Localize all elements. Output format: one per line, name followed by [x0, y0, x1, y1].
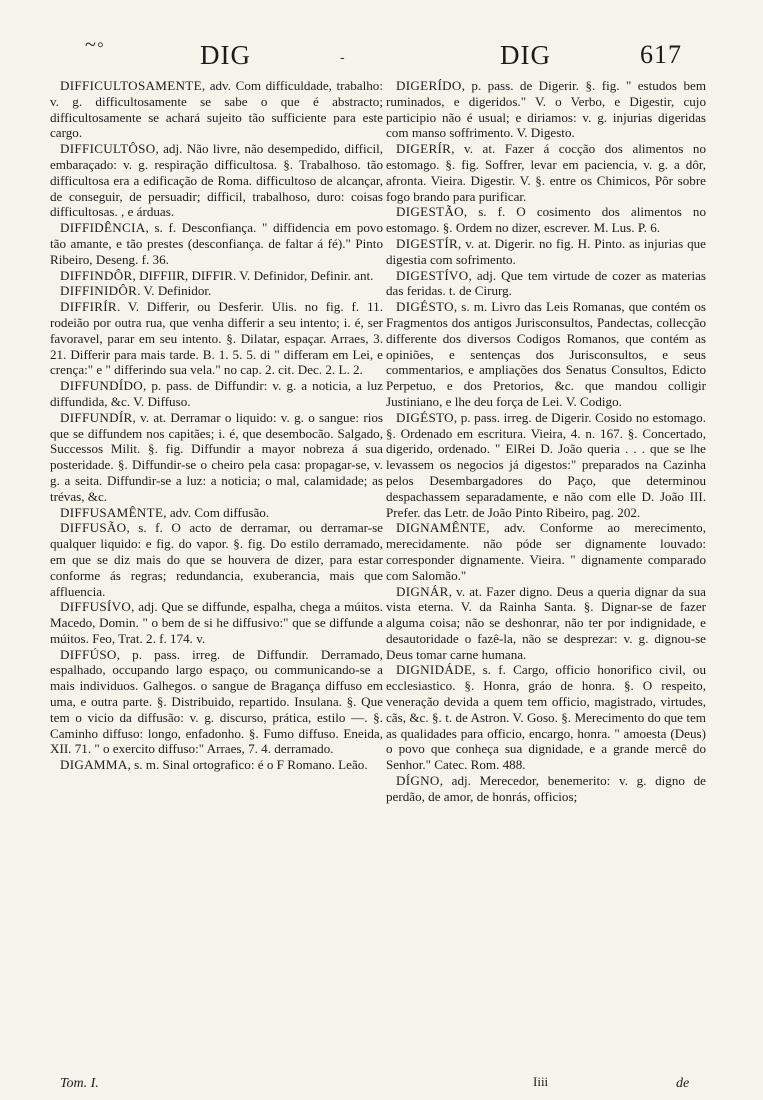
- header-ornament: ~◦: [85, 34, 105, 56]
- dictionary-entry: [50, 283, 383, 299]
- dictionary-entry: [386, 141, 706, 204]
- dictionary-entry: [386, 662, 706, 773]
- dictionary-entry: [50, 268, 383, 284]
- dictionary-entry: [386, 299, 706, 410]
- entry-definition: , v. at. Fazer á cocção dos alimentos no estomago. §. fig. Soffrer, levar em paciencia, v. g. a dôr, afronta. Vieira. Digestir. V. §. entre os Chimicos, Pôr sobre fogo brando para purificar.: [386, 141, 706, 204]
- entry-definition: , adv. Com difficuldade, trabalho: v. g. difficultosamente se sabe o que é abstracto; difficultosamente se achará sujeito tão sufficiente para este cargo.: [50, 78, 383, 141]
- entry-headword: DIGERÍDO: [396, 78, 462, 93]
- dictionary-entry: [50, 141, 383, 220]
- right-column: [386, 78, 706, 805]
- entry-headword: DIFFUNDÍDO: [60, 378, 144, 394]
- entry-headword: DIFFUSÃO: [60, 520, 127, 536]
- entry-definition: , s. f. O cosimento dos alimentos no estomago. §. Ordem no dizer, escrever. M. Lus. P. 6.: [386, 204, 706, 236]
- header-right-guide-word: DIG: [500, 40, 551, 70]
- volume-label: Tom. I.: [60, 1076, 99, 1091]
- entry-definition: , s. f. Cargo, officio honorifico civil, ou ecclesiastico. §. Honra, gráo de honra. §. O respeito, veneração devida a quem tem officio, magistrado, virtudes, cãs, &c. §. t. de Astron. V. Goso. §. Merecimento do que tem as qualidades para officio, encargo, honra. " amoesta (Deus) o povo que conheça sua dignidade, e a grande mercê do Senhor." Catec. Rom. 488.: [386, 662, 706, 773]
- dictionary-entry: [50, 599, 383, 646]
- dictionary-entry: [386, 268, 706, 300]
- entry-definition: . V. Definidor.: [137, 283, 212, 299]
- catchword: de: [676, 1076, 690, 1091]
- entry-headword: DIGESTÃO: [396, 204, 464, 220]
- entry-headword: DIGNAMÊNTE: [396, 520, 487, 536]
- header-small-mark: -: [340, 50, 345, 66]
- entry-definition: , adj. Que tem virtude de cozer as materias das feridas. t. de Cirurg.: [386, 267, 706, 299]
- entry-definition: , DIFFIIR, DIFFIR. V. Definidor, Definir. ant.: [132, 267, 374, 283]
- signature-mark: Iiii: [533, 1074, 549, 1089]
- entry-headword: DIFFÚSO: [60, 646, 117, 662]
- entry-definition: , adv. Conforme ao merecimento, merecidamente. não póde ser dignamente louvado: corresponder dignamente. Vieira. " dignamente comparado com Salomão.": [386, 520, 706, 583]
- entry-headword: DIFFUSÍVO: [60, 599, 132, 615]
- page-number: 617: [640, 40, 682, 69]
- entry-headword: DIFFUSAMÊNTE: [60, 504, 164, 520]
- entry-headword: DIFFIDÊNCIA: [60, 220, 146, 236]
- entry-headword: DIFFIRÍR: [60, 299, 117, 315]
- dictionary-entry: [386, 236, 706, 268]
- dictionary-entry: [50, 78, 383, 141]
- entry-definition: , adj. Merecedor, benemerito: v. g. digno de perdão, de amor, de honrás, officios;: [386, 773, 706, 804]
- entry-headword: DIGERÍR: [396, 141, 452, 157]
- dictionary-entry: [50, 378, 383, 410]
- dictionary-entry: [386, 773, 706, 805]
- entry-headword: DIFFUNDÍR: [60, 409, 133, 425]
- entry-definition: , p. pass. irreg. de Diffundir. Derramado, espalhado, occupando largo espaço, ou communicando-se a mais individuos. Galhegos. o sangue de Bragança diffuso em uma, e outra parte. §. Distribuido, repartido. Insulana. §. Que tem o vicio da diffusão: v. g. discurso, prática, estilo —. §. Caminho diffuso: longo, enfadonho. §. Fumo diffuso. Eneida, XII. 71. " o exercito diffuso:" Arraes, 7. 4. derramado.: [50, 646, 383, 757]
- left-column: [50, 78, 383, 773]
- entry-headword: DIGNIDÁDE: [396, 662, 473, 678]
- entry-definition: , adj. Que se diffunde, espalha, chega a múitos. Macedo, Domin. " o bem de si he diffusivo:" que se diffunde a múitos. Feo, Trat. 2. f. 174. v.: [50, 599, 383, 646]
- dictionary-entry: [50, 505, 383, 521]
- dictionary-entry: [386, 410, 706, 521]
- entry-headword: DIFFINIDÔR: [60, 283, 138, 299]
- entry-definition: , s. m. Livro das Leis Romanas, que contém os Fragmentos dos antigos Jurisconsultos, Pandectas, collecção differente dos diversos Codigos Romanos, que contém as opiniões, e sentenças dos Jurisconsultos, e seus commentarios, e ampliações dos Senatus Consultos, Edicto Perpetuo, e dos Pretorios, &c. que mandou colligir Justiniano, e lhe deu força de Lei. V. Codigo.: [386, 299, 706, 409]
- entry-headword: DIGÉSTO: [396, 299, 454, 315]
- entry-headword: DIGAMMA: [60, 757, 128, 773]
- dictionary-entry: [386, 204, 706, 236]
- header-left-guide-word: DIG: [200, 40, 251, 70]
- entry-headword: DÍGNO: [396, 773, 440, 789]
- dictionary-entry: [50, 757, 383, 773]
- entry-definition: , v. at. Fazer digno. Deus a queria dignar da sua vista eterna. V. da Rainha Santa. §. Dignar-se de fazer alguma coisa; não se deshonrar, não ter por indignidade, e desautoridade o fazê-la, não se desprezar: v. g. dignou-se Deus tomar carne humana.: [386, 583, 706, 662]
- dictionary-entry: [50, 410, 383, 505]
- entry-headword: DIFFICULTÔSO: [60, 141, 156, 157]
- entry-definition: , p. pass. de Digerir. §. fig. " estudos bem ruminados, e digeridos." V. o Verbo, e Digestir, cujo participio não é usual; e diriamos: v. g. injurias digeridas com manso soffrimento. V. Digesto.: [386, 78, 706, 141]
- entry-definition: , s. m. Sinal ortografico: é o F Romano. Leão.: [127, 757, 368, 773]
- dictionary-entry: [50, 520, 383, 599]
- entry-headword: DIGESTÍR: [396, 235, 459, 251]
- dictionary-entry: [50, 299, 383, 378]
- entry-definition: , adv. Com diffusão.: [163, 504, 270, 520]
- dictionary-entry: [50, 647, 383, 758]
- entry-definition: , v. at. Digerir. no fig. H. Pinto. as injurias que digestia com sofrimento.: [386, 235, 706, 267]
- entry-definition: , s. f. Desconfiança. " diffidencia em povo tão amante, e tão prestes (desconfiança. de faltar á fé)." Pinto Ribeiro, Deseng. f. 36.: [50, 220, 383, 267]
- entry-definition: , adj. Não livre, não desempedido, difficil, embaraçado: v. g. respiração difficultosa. §. Trabalhoso. tão difficultosa era a edificação de Roma. difficultoso de alcançar, de conseguir, de persuadir; difficil, trabalhoso, duro: coisas difficultosas. , e árduas.: [50, 141, 383, 220]
- entry-headword: DIGÉSTO: [396, 409, 454, 425]
- dictionary-entry: [386, 520, 706, 583]
- dictionary-entry: [386, 78, 706, 141]
- entry-definition: , s. f. O acto de derramar, ou derramar-se qualquer liquido: e fig. do vapor. §. fig. Do estilo derramado, em que se diz mais do que se houvera de dizer, para estar conforme ás regras; redundancia, exuberancia, mais que affluencia.: [50, 520, 383, 599]
- entry-definition: , p. pass. de Diffundir: v. g. a noticia, a luz diffundida, &c. V. Diffuso.: [50, 378, 383, 409]
- entry-headword: DIGNÁR: [396, 583, 449, 599]
- entry-definition: . V. Differir, ou Desferir. Ulis. no fig. f. 11. rodeião por outra rua, que venha differir a seu intento; i. é, ser favoravel, parar em seu intento. §. Dilatar, espaçar. Arraes, 3. 21. Differir para mais tarde. B. 1. 5. 5. di " differam em Lei, e crença:" e " differindo sua vela." no cap. 2. cit. Dec. 2. L. 2.: [50, 299, 383, 378]
- entry-headword: DIFFINDÔR: [60, 267, 133, 283]
- dictionary-entry: [386, 584, 706, 663]
- entry-definition: , p. pass. irreg. de Digerir. Cosido no estomago. §. Ordenado em escritura. Vieira, 4. n. 167. §. Concertado, digerido, ordenado. " ElRei D. João queria . . . que se lhe levassem os negocios já digestos:" preparados na Cazinha pelos Desembargadores do Paço, que determinou despachassem separadamente, e não com elle D. João III. Prefer. das Letr. de João Pinto Ribeiro, pag. 202.: [386, 409, 706, 520]
- entry-definition: , v. at. Derramar o liquido: v. g. o sangue: rios que se diffundem nos capitães; i. é, que desembocão. Salgado, Successos Milit. §. fig. Diffundir a mayor nobreza á sua posteridade. §. Diffundir-se o cheiro pela casa: propagar-se, v. g. a seita. Diffundir-se a luz: a noticia; o mal, calamidade; as trévas, &c.: [50, 409, 383, 504]
- dictionary-entry: [50, 220, 383, 267]
- entry-headword: DIGESTÍVO: [396, 267, 469, 283]
- entry-headword: DIFFICULTOSAMENTE: [60, 78, 202, 93]
